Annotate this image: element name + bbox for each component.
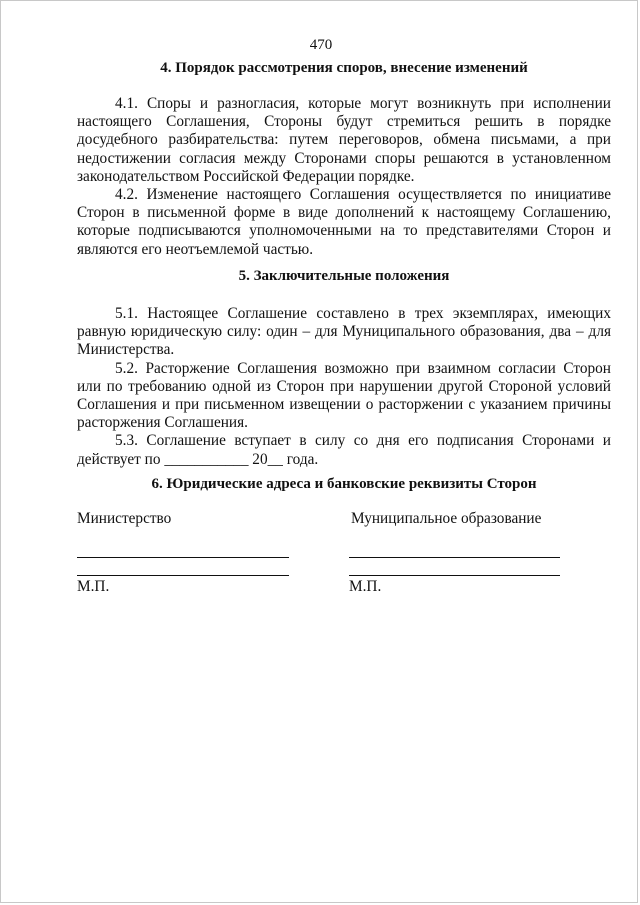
municipality-signature-line <box>349 557 560 558</box>
paragraph-4-1: 4.1. Споры и разногласия, которые могут возникнуть при исполнении настоящего Соглашения, Стороны будут стремиться решить в порядке досудебного разбирательства: путем переговоров, обмена письмами, а при недостижении согласия между Сторонами споры решаются в установленном законодательством Российской Федерации порядке. <box>77 95 611 185</box>
paragraph-5-3: 5.3. Соглашение вступает в силу со дня его подписания Сторонами и действует по ___________ 20__ года. <box>77 432 611 468</box>
section-4-body <box>77 95 611 259</box>
paragraph-5-2: 5.2. Расторжение Соглашения возможно при взаимном согласии Сторон или по требованию одной из Сторон при нарушении другой Стороной условий Соглашения и при письменном извещении о расторжении с указанием причины расторжения Соглашения. <box>77 359 611 432</box>
municipality-second-line <box>349 575 560 576</box>
section-4 <box>77 59 611 77</box>
section-4-heading: 4. Порядок рассмотрения споров, внесение изменений <box>160 60 528 76</box>
section-6 <box>77 475 611 493</box>
paragraph-5-1: 5.1. Настоящее Соглашение составлено в трех экземплярах, имеющих равную юридическую силу: один – для Муниципального образования, два – для Министерства. <box>77 305 611 359</box>
section-5-heading: 5. Заключительные положения <box>238 268 450 284</box>
ministry-second-line <box>77 575 289 576</box>
paragraph-4-2: 4.2. Изменение настоящего Соглашения осуществляется по инициативе Сторон в письменной форме в виде дополнений к настоящему Соглашению, которые подписываются уполномоченными на то представителями Сторон и являются его неотъемлемой частью. <box>77 186 611 258</box>
section-6-heading: 6. Юридические адреса и банковские реквизиты Сторон <box>151 476 537 492</box>
party-ministry-label: Министерство <box>77 510 172 527</box>
section-5-body <box>77 305 611 469</box>
section-5 <box>77 267 611 285</box>
party-municipality-label: Муниципальное образование <box>351 510 542 527</box>
ministry-signature-line <box>77 557 289 558</box>
municipality-stamp-label: М.П. <box>349 578 382 595</box>
page-number: 470 <box>309 37 333 53</box>
ministry-stamp-label: М.П. <box>77 578 110 595</box>
